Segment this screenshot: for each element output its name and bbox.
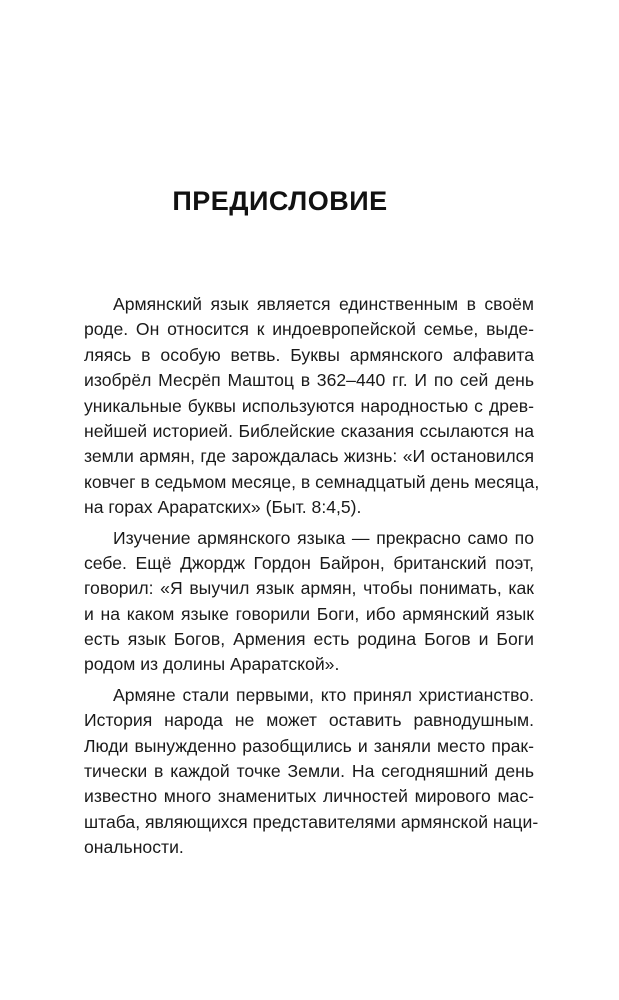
text-line: штаба, являющихся представителями армянской наци- [84, 811, 539, 832]
paragraph [84, 526, 534, 678]
text-line: Армяне стали первыми, кто принял христианство. [113, 684, 534, 705]
text-line: Армянский язык является единственным в своём [113, 294, 534, 314]
text-line: уникальные буквы используются народностью с древ- [84, 395, 534, 416]
chapter-title: ПРЕДИСЛОВИЕ [172, 186, 388, 217]
text-line: известно много знаменитых личностей мирового мас- [84, 786, 534, 807]
preface-body [84, 292, 540, 866]
text-line: себе. Ещё Джордж Гордон Байрон, британский поэт, [84, 552, 534, 573]
text-line: и на каком языке говорили Боги, ибо армянский язык [84, 603, 534, 624]
text-line: ковчег в седьмом месяце, в семнадцатый день месяца, [84, 471, 540, 492]
text-line: ональности. [84, 837, 184, 858]
text-line: изобрёл Месрёп Маштоц в 362–440 гг. И по сей день [84, 370, 534, 391]
text-line: на горах Араратских» (Быт. 8:4,5). [84, 497, 362, 518]
text-line: земли армян, где зарождалась жизнь: «И остановился [84, 446, 534, 467]
paragraph [84, 292, 540, 521]
text-line: тически в каждой точке Земли. На сегодняшний день [84, 761, 534, 782]
text-line: роде. Он относится к индоевропейской семье, выде- [84, 319, 534, 340]
text-line: История народа не может оставить равнодушным. [84, 710, 534, 731]
text-line: Люди вынужденно разобщились и заняли место прак- [84, 735, 534, 756]
paragraph [84, 683, 539, 861]
text-line: говорил: «Я выучил язык армян, чтобы понимать, как [84, 578, 534, 599]
text-line: есть язык Богов, Армения есть родина Богов и Боги [84, 629, 534, 650]
text-line: ляясь в особую ветвь. Буквы армянского алфавита [84, 344, 534, 365]
text-line: Изучение армянского языка — прекрасно само по [113, 527, 534, 548]
text-line: нейшей историей. Библейские сказания ссылаются на [84, 420, 534, 441]
text-line: родом из долины Араратской». [84, 654, 340, 675]
